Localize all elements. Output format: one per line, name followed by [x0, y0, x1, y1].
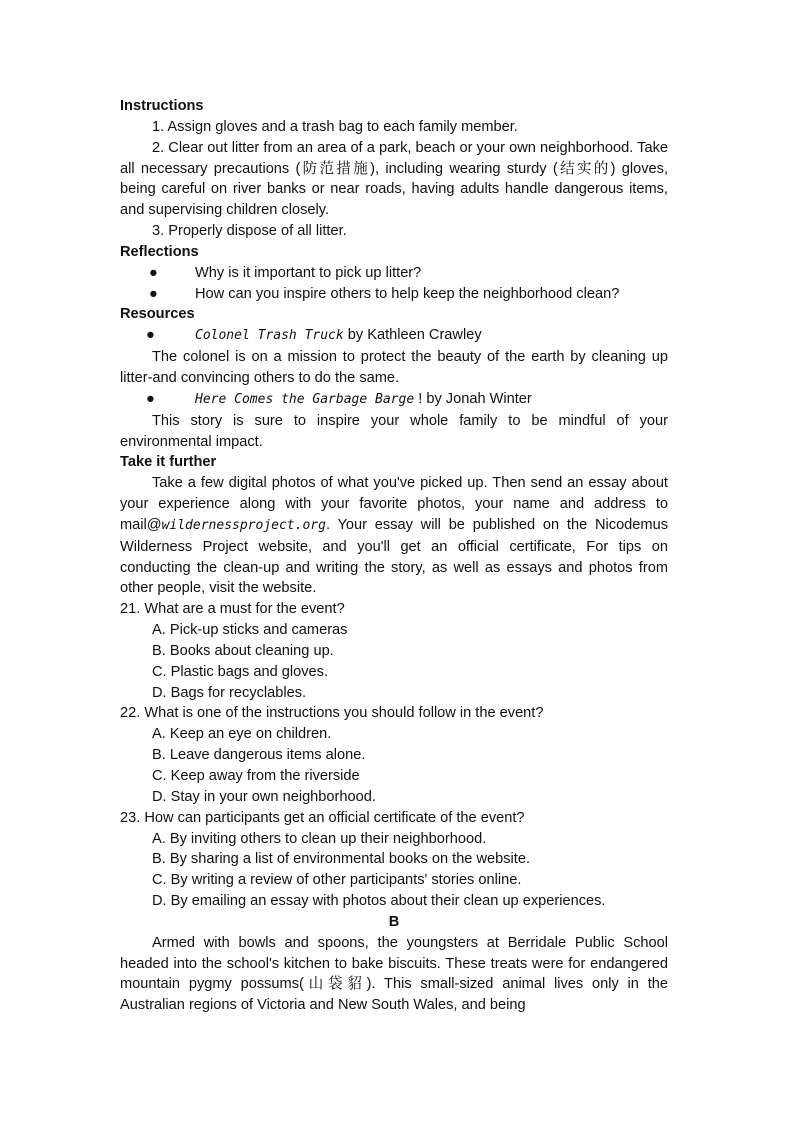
resource-item: [120, 325, 668, 347]
question-block: [120, 703, 668, 807]
instruction-step-2: 2. Clear out litter from an area of a park, beach or your own neighborhood. Take all necessary precautions (防范措施), including wearing sturdy (结实的) gloves, being careful on river banks or near roads, having adults handle dangerous items, and supervising children closely.: [120, 139, 668, 219]
further-heading: Take it further: [120, 454, 217, 471]
question-stem: 23. How can participants get an official certificate of the event?: [120, 809, 525, 826]
further-text-before: Take a few digital photos of what you've picked up. Then send an essay about your experience along with your favorite photos, your name and address to mail@: [120, 475, 668, 533]
book-author: by Kathleen Crawley: [343, 327, 482, 344]
book-description: The colonel is on a mission to protect the beauty of the earth by cleaning up litter-and convincing others to do the same.: [120, 349, 668, 386]
answer-option: C. Keep away from the riverside: [152, 768, 360, 784]
bullet-icon: ●: [146, 327, 155, 344]
bullet-icon: ●: [149, 264, 158, 281]
book-title: Colonel Trash Truck: [195, 328, 344, 344]
section-b-label: B: [388, 913, 400, 930]
instruction-step-1: 1. Assign gloves and a trash bag to each family member.: [152, 118, 518, 135]
further-text-after: . Your essay will be published on the Nicodemus Wilderness Project website, and you'll get an official certificate, For tips on conducting the clean-up and writing the story, as well as essays and photos from other people, visit the website.: [120, 516, 668, 597]
book-author: ! by Jonah Winter: [418, 390, 532, 407]
resources-heading: Resources: [120, 306, 195, 323]
answer-option: A. Pick-up sticks and cameras: [152, 622, 348, 639]
reflections-heading: Reflections: [120, 243, 199, 260]
answer-option: D. By emailing an essay with photos about their clean up experiences.: [152, 893, 606, 910]
bullet-icon: ●: [146, 390, 155, 407]
question-block: [120, 599, 668, 703]
further-paragraph: [120, 473, 668, 599]
answer-option: A. By inviting others to clean up their neighborhood.: [152, 830, 487, 847]
reflection-text: Why is it important to pick up litter?: [195, 264, 422, 281]
email-domain: wildernessproject.org: [161, 517, 326, 533]
answer-option: B. Leave dangerous items alone.: [152, 747, 366, 764]
document-page: [120, 96, 668, 1016]
answer-option: B. By sharing a list of environmental books on the website.: [152, 851, 531, 868]
section-b-paragraph: Armed with bowls and spoons, the youngsters at Berridale Public School headed into the school's kitchen to bake biscuits. These treats were for endangered mountain pygmy possums(山袋貂). This small-sized animal lives only in the Australian regions of Victoria and New South Wales, and being: [120, 934, 668, 1014]
instruction-step-3: 3. Properly dispose of all litter.: [152, 223, 347, 240]
reflection-item: [120, 263, 668, 284]
answer-option: D. Stay in your own neighborhood.: [152, 788, 376, 805]
question-stem: 21. What are a must for the event?: [120, 601, 345, 618]
book-title: Here Comes the Garbage Barge: [195, 391, 415, 407]
book-description: This story is sure to inspire your whole family to be mindful of your environmental impact.: [120, 412, 668, 450]
answer-option: D. Bags for recyclables.: [152, 684, 307, 701]
resource-item: [120, 389, 668, 411]
answer-option: C. Plastic bags and gloves.: [152, 663, 329, 680]
reflection-item: [120, 284, 668, 305]
bullet-icon: ●: [149, 285, 158, 302]
question-block: [120, 808, 668, 912]
question-stem: 22. What is one of the instructions you should follow in the event?: [120, 705, 544, 722]
reflection-text: How can you inspire others to help keep the neighborhood clean?: [195, 285, 620, 302]
instructions-heading: Instructions: [120, 98, 204, 114]
answer-option: C. By writing a review of other participants' stories online.: [152, 872, 522, 889]
answer-option: A. Keep an eye on children.: [152, 726, 332, 743]
answer-option: B. Books about cleaning up.: [152, 642, 334, 659]
